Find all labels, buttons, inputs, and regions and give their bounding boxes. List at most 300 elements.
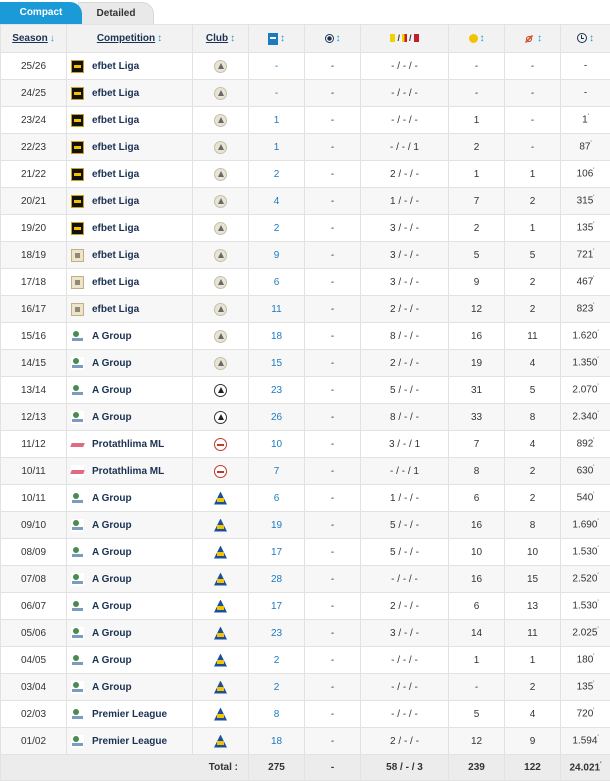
- club-crest-icon[interactable]: [214, 573, 227, 586]
- appearances-cell[interactable]: -: [249, 53, 305, 80]
- appearances-cell[interactable]: 4: [249, 188, 305, 215]
- club-crest-icon[interactable]: [214, 438, 227, 451]
- appearances-cell[interactable]: 2: [249, 215, 305, 242]
- minutes-cell: [561, 323, 610, 350]
- goals-total-cell: 1: [449, 161, 505, 188]
- minute-mark: ': [597, 573, 598, 579]
- goals-cell: -: [305, 350, 361, 377]
- tab-bar: [0, 0, 610, 24]
- minutes-value: 2.520: [572, 574, 597, 585]
- competition-link[interactable]: A Group: [92, 574, 132, 585]
- totals-g: 239: [449, 755, 505, 781]
- appearances-cell[interactable]: 1: [249, 134, 305, 161]
- club-cell[interactable]: [193, 188, 249, 215]
- competition-link[interactable]: A Group: [92, 358, 132, 369]
- appearances-cell[interactable]: 9: [249, 242, 305, 269]
- appearances-cell[interactable]: 2: [249, 161, 305, 188]
- minute-mark: ': [593, 222, 594, 228]
- competition-link[interactable]: Protathlima ML: [92, 439, 164, 450]
- sort-icon[interactable]: ↕: [230, 33, 235, 44]
- competition-cell[interactable]: [67, 728, 193, 755]
- competition-header-label[interactable]: Competition: [97, 33, 155, 44]
- assists-cell: 8: [505, 512, 561, 539]
- club-crest-icon[interactable]: [214, 492, 227, 505]
- competition-link[interactable]: efbet Liga: [92, 223, 139, 234]
- minutes-header[interactable]: [561, 25, 610, 53]
- minute-mark: ': [597, 330, 598, 336]
- club-cell[interactable]: [193, 53, 249, 80]
- sort-icon[interactable]: ↕: [336, 33, 341, 44]
- competition-logo-icon[interactable]: [71, 438, 84, 451]
- competition-cell[interactable]: [67, 80, 193, 107]
- competition-cell[interactable]: [67, 485, 193, 512]
- table-row: [1, 377, 610, 404]
- competition-logo-icon[interactable]: [71, 114, 84, 127]
- competition-logo-icon[interactable]: [71, 708, 84, 721]
- competition-logo-icon[interactable]: [71, 519, 84, 532]
- table-row: [1, 350, 610, 377]
- goals-header[interactable]: [305, 25, 361, 53]
- club-cell[interactable]: [193, 377, 249, 404]
- club-crest-icon[interactable]: [214, 168, 227, 181]
- table-row: [1, 242, 610, 269]
- table-row: [1, 728, 610, 755]
- club-crest-icon[interactable]: [214, 276, 227, 289]
- card-separator: /: [409, 33, 412, 43]
- minutes-cell: [561, 431, 610, 458]
- club-cell[interactable]: [193, 215, 249, 242]
- appearances-cell[interactable]: 19: [249, 512, 305, 539]
- goals-cell: -: [305, 593, 361, 620]
- club-cell[interactable]: [193, 701, 249, 728]
- goals-total-cell: 5: [449, 701, 505, 728]
- appearances-cell[interactable]: 2: [249, 674, 305, 701]
- minutes-value: 2.070: [572, 385, 597, 396]
- minutes-cell: [561, 404, 610, 431]
- tab-detailed[interactable]: Detailed: [78, 2, 154, 24]
- competition-cell[interactable]: [67, 134, 193, 161]
- competition-link[interactable]: efbet Liga: [92, 277, 139, 288]
- club-crest-icon[interactable]: [214, 735, 227, 748]
- assists-cell: -: [505, 107, 561, 134]
- club-cell[interactable]: [193, 566, 249, 593]
- competition-logo-icon[interactable]: [71, 195, 84, 208]
- competition-logo-icon[interactable]: [71, 735, 84, 748]
- competition-logo-icon[interactable]: [71, 249, 84, 262]
- appearances-cell[interactable]: 6: [249, 485, 305, 512]
- competition-cell[interactable]: [67, 620, 193, 647]
- appearances-cell[interactable]: 18: [249, 728, 305, 755]
- competition-cell[interactable]: [67, 242, 193, 269]
- cards-cell: - / - / 1: [361, 134, 449, 161]
- competition-logo-icon[interactable]: [71, 357, 84, 370]
- minute-mark: ': [593, 249, 594, 255]
- competition-link[interactable]: A Group: [92, 547, 132, 558]
- tab-compact[interactable]: Compact: [0, 2, 82, 24]
- season-header-label[interactable]: Season: [12, 33, 48, 44]
- club-crest-icon[interactable]: [214, 330, 227, 343]
- competition-link[interactable]: efbet Liga: [92, 304, 139, 315]
- club-cell[interactable]: [193, 242, 249, 269]
- club-cell[interactable]: [193, 269, 249, 296]
- second-yellow-icon: [402, 34, 407, 42]
- goals-cell: -: [305, 701, 361, 728]
- sort-icon[interactable]: ↕: [537, 33, 542, 44]
- appearances-cell[interactable]: 26: [249, 404, 305, 431]
- appearances-cell[interactable]: 1: [249, 107, 305, 134]
- goals-cell: -: [305, 458, 361, 485]
- competition-logo-icon[interactable]: [71, 303, 84, 316]
- minutes-value: 1.530: [572, 601, 597, 612]
- club-crest-icon[interactable]: [214, 411, 227, 424]
- sort-icon[interactable]: ↕: [280, 33, 285, 44]
- minute-mark: ': [593, 492, 594, 498]
- assists-cell: 2: [505, 674, 561, 701]
- minutes-value: 2.025: [572, 628, 597, 639]
- club-cell[interactable]: [193, 539, 249, 566]
- minutes-cell: [561, 242, 610, 269]
- minutes-cell: [561, 350, 610, 377]
- competition-cell[interactable]: [67, 296, 193, 323]
- club-cell[interactable]: [193, 593, 249, 620]
- club-cell[interactable]: [193, 458, 249, 485]
- club-crest-icon[interactable]: [214, 384, 227, 397]
- appearances-cell[interactable]: 28: [249, 566, 305, 593]
- appearances-cell[interactable]: -: [249, 80, 305, 107]
- competition-cell[interactable]: [67, 431, 193, 458]
- club-crest-icon[interactable]: [214, 357, 227, 370]
- cards-cell: 3 / - / -: [361, 215, 449, 242]
- goals-total-cell: 10: [449, 539, 505, 566]
- cards-cell: - / - / -: [361, 674, 449, 701]
- appearances-cell[interactable]: 23: [249, 377, 305, 404]
- goals-cell: -: [305, 215, 361, 242]
- appearances-cell[interactable]: 8: [249, 701, 305, 728]
- club-crest-icon[interactable]: [214, 87, 227, 100]
- goals-total-header[interactable]: [449, 25, 505, 53]
- season-cell: 11/12: [1, 431, 67, 458]
- minute-mark: ': [593, 303, 594, 309]
- totals-minutes: [561, 755, 610, 781]
- competition-logo-icon[interactable]: [71, 627, 84, 640]
- table-row: [1, 53, 610, 80]
- competition-link[interactable]: efbet Liga: [92, 61, 139, 72]
- club-cell[interactable]: [193, 350, 249, 377]
- table-row: [1, 161, 610, 188]
- club-crest-icon[interactable]: [214, 114, 227, 127]
- totals-minutes-value: 24.021: [569, 762, 600, 773]
- competition-link[interactable]: A Group: [92, 385, 132, 396]
- club-crest-icon[interactable]: [214, 627, 227, 640]
- competition-link[interactable]: efbet Liga: [92, 115, 139, 126]
- competition-link[interactable]: Premier League: [92, 736, 167, 747]
- competition-logo-icon[interactable]: [71, 546, 84, 559]
- competition-link[interactable]: efbet Liga: [92, 88, 139, 99]
- club-crest-icon[interactable]: [214, 141, 227, 154]
- competition-link[interactable]: efbet Liga: [92, 250, 139, 261]
- competition-link[interactable]: A Group: [92, 601, 132, 612]
- cards-cell: 8 / - / -: [361, 404, 449, 431]
- sort-icon[interactable]: ↕: [589, 33, 594, 44]
- club-crest-icon[interactable]: [214, 654, 227, 667]
- club-crest-icon[interactable]: [214, 465, 227, 478]
- minutes-cell: [561, 728, 610, 755]
- minutes-value: 1: [582, 115, 588, 126]
- competition-link[interactable]: A Group: [92, 520, 132, 531]
- minutes-cell: [561, 215, 610, 242]
- competition-logo-icon[interactable]: [71, 411, 84, 424]
- goals-cell: -: [305, 323, 361, 350]
- cards-cell: 2 / - / -: [361, 593, 449, 620]
- competition-link[interactable]: A Group: [92, 493, 132, 504]
- goals-total-cell: -: [449, 53, 505, 80]
- minute-mark: ': [597, 735, 598, 741]
- competition-cell[interactable]: [67, 593, 193, 620]
- assists-cell: 2: [505, 296, 561, 323]
- minute-mark: ': [593, 708, 594, 714]
- club-cell[interactable]: [193, 323, 249, 350]
- goals-total-cell: 6: [449, 485, 505, 512]
- minute-mark: ': [597, 600, 598, 606]
- goals-total-cell: 12: [449, 296, 505, 323]
- competition-cell[interactable]: [67, 188, 193, 215]
- club-cell[interactable]: [193, 728, 249, 755]
- club-crest-icon[interactable]: [214, 681, 227, 694]
- minute-mark: ': [597, 357, 598, 363]
- table-row: [1, 539, 610, 566]
- competition-logo-icon[interactable]: [71, 141, 84, 154]
- competition-cell[interactable]: [67, 539, 193, 566]
- competition-link[interactable]: A Group: [92, 655, 132, 666]
- goals-cell: -: [305, 404, 361, 431]
- competition-logo-icon[interactable]: [71, 654, 84, 667]
- competition-logo-icon[interactable]: [71, 492, 84, 505]
- competition-link[interactable]: efbet Liga: [92, 169, 139, 180]
- club-crest-icon[interactable]: [214, 303, 227, 316]
- club-crest-icon[interactable]: [214, 600, 227, 613]
- club-cell[interactable]: [193, 512, 249, 539]
- goals-cell: -: [305, 107, 361, 134]
- competition-cell[interactable]: [67, 512, 193, 539]
- club-crest-icon[interactable]: [214, 222, 227, 235]
- minutes-cell: [561, 269, 610, 296]
- competition-logo-icon[interactable]: [71, 465, 84, 478]
- goals-total-cell: 2: [449, 134, 505, 161]
- competition-cell[interactable]: [67, 674, 193, 701]
- competition-cell[interactable]: [67, 161, 193, 188]
- competition-logo-icon[interactable]: [71, 384, 84, 397]
- minute-mark: ': [593, 465, 594, 471]
- assists-cell: -: [505, 134, 561, 161]
- table-row: [1, 458, 610, 485]
- competition-link[interactable]: Protathlima ML: [92, 466, 164, 477]
- minutes-value: 1.350: [572, 358, 597, 369]
- club-crest-icon[interactable]: [214, 249, 227, 262]
- appearances-cell[interactable]: 2: [249, 647, 305, 674]
- club-cell[interactable]: [193, 431, 249, 458]
- minutes-cell: [561, 458, 610, 485]
- competition-cell[interactable]: [67, 107, 193, 134]
- minutes-cell: [561, 620, 610, 647]
- assists-cell: 2: [505, 485, 561, 512]
- club-header[interactable]: [193, 25, 249, 53]
- goals-total-cell: 1: [449, 647, 505, 674]
- red-card-icon: [414, 34, 419, 42]
- minutes-value: 1.690: [572, 520, 597, 531]
- competition-cell[interactable]: [67, 701, 193, 728]
- assists-header[interactable]: [505, 25, 561, 53]
- club-cell[interactable]: [193, 620, 249, 647]
- club-crest-icon[interactable]: [214, 519, 227, 532]
- competition-cell[interactable]: [67, 53, 193, 80]
- appearances-cell[interactable]: 17: [249, 593, 305, 620]
- appearances-cell[interactable]: 23: [249, 620, 305, 647]
- club-cell[interactable]: [193, 296, 249, 323]
- competition-link[interactable]: A Group: [92, 628, 132, 639]
- appearances-cell[interactable]: 11: [249, 296, 305, 323]
- competition-logo-icon[interactable]: [71, 222, 84, 235]
- season-header[interactable]: [1, 25, 67, 53]
- competition-logo-icon[interactable]: [71, 87, 84, 100]
- club-cell[interactable]: [193, 647, 249, 674]
- competition-link[interactable]: A Group: [92, 682, 132, 693]
- competition-cell[interactable]: [67, 404, 193, 431]
- appearances-cell[interactable]: 18: [249, 323, 305, 350]
- season-cell: 24/25: [1, 80, 67, 107]
- club-crest-icon[interactable]: [214, 546, 227, 559]
- goals-cell: -: [305, 431, 361, 458]
- goals-total-cell: 6: [449, 593, 505, 620]
- totals-a: 122: [505, 755, 561, 781]
- goals-total-cell: 1: [449, 107, 505, 134]
- cards-cell: - / - / -: [361, 566, 449, 593]
- competition-logo-icon[interactable]: [71, 681, 84, 694]
- minutes-value: 180: [577, 655, 594, 666]
- goals-ball-icon: [325, 34, 334, 43]
- club-cell[interactable]: [193, 161, 249, 188]
- minute-mark: ': [597, 519, 598, 525]
- competition-logo-icon[interactable]: [71, 60, 84, 73]
- goals-cell: -: [305, 80, 361, 107]
- club-header-label[interactable]: Club: [206, 33, 228, 44]
- assists-cell: 4: [505, 350, 561, 377]
- competition-logo-icon[interactable]: [71, 168, 84, 181]
- minute-mark: ': [597, 627, 598, 633]
- competition-cell[interactable]: [67, 269, 193, 296]
- totals-label: Total :: [1, 755, 249, 781]
- competition-logo-icon[interactable]: [71, 330, 84, 343]
- minute-mark: ': [593, 168, 594, 174]
- competition-cell[interactable]: [67, 458, 193, 485]
- goals-total-cell: 12: [449, 728, 505, 755]
- competition-link[interactable]: A Group: [92, 331, 132, 342]
- competition-link[interactable]: efbet Liga: [92, 196, 139, 207]
- sort-icon[interactable]: ↕: [157, 33, 162, 44]
- stats-table: [0, 24, 610, 781]
- club-cell[interactable]: [193, 485, 249, 512]
- yellow-card-icon: [390, 34, 395, 42]
- minutes-cell: [561, 161, 610, 188]
- competition-link[interactable]: Premier League: [92, 709, 167, 720]
- goals-icon: [469, 34, 478, 43]
- minutes-cell: [561, 188, 610, 215]
- minutes-value: 720: [577, 709, 594, 720]
- competition-header[interactable]: [67, 25, 193, 53]
- goals-cell: -: [305, 269, 361, 296]
- season-cell: 01/02: [1, 728, 67, 755]
- club-cell[interactable]: [193, 404, 249, 431]
- cards-cell: 2 / - / -: [361, 296, 449, 323]
- goals-total-cell: 31: [449, 377, 505, 404]
- assists-cell: 5: [505, 242, 561, 269]
- club-cell[interactable]: [193, 134, 249, 161]
- table-header: [1, 25, 610, 53]
- competition-link[interactable]: efbet Liga: [92, 142, 139, 153]
- minutes-value: 135: [577, 682, 594, 693]
- club-cell[interactable]: [193, 674, 249, 701]
- competition-logo-icon[interactable]: [71, 573, 84, 586]
- minute-mark: ': [593, 438, 594, 444]
- totals-goals: -: [305, 755, 361, 781]
- appearances-cell[interactable]: 7: [249, 458, 305, 485]
- competition-cell[interactable]: [67, 323, 193, 350]
- goals-cell: -: [305, 296, 361, 323]
- sort-icon[interactable]: ↕: [480, 33, 485, 44]
- club-crest-icon[interactable]: [214, 195, 227, 208]
- goals-total-cell: -: [449, 674, 505, 701]
- season-cell: 13/14: [1, 377, 67, 404]
- competition-cell[interactable]: [67, 566, 193, 593]
- goals-cell: -: [305, 161, 361, 188]
- cards-cell: 8 / - / -: [361, 323, 449, 350]
- appearances-cell[interactable]: 17: [249, 539, 305, 566]
- sort-desc-icon[interactable]: ↓: [50, 33, 55, 44]
- club-cell[interactable]: [193, 107, 249, 134]
- competition-link[interactable]: A Group: [92, 412, 132, 423]
- minutes-value: 892: [577, 439, 594, 450]
- assists-cell: 15: [505, 566, 561, 593]
- competition-cell[interactable]: [67, 377, 193, 404]
- competition-cell[interactable]: [67, 350, 193, 377]
- minute-mark: ': [588, 114, 589, 120]
- assists-cell: 2: [505, 269, 561, 296]
- season-cell: 14/15: [1, 350, 67, 377]
- club-crest-icon[interactable]: [214, 60, 227, 73]
- minutes-value: 1.530: [572, 547, 597, 558]
- appearances-cell[interactable]: 15: [249, 350, 305, 377]
- minutes-value: 630: [577, 466, 594, 477]
- minutes-cell: [561, 377, 610, 404]
- appearances-cell[interactable]: 6: [249, 269, 305, 296]
- minutes-cell: [561, 566, 610, 593]
- competition-cell[interactable]: [67, 215, 193, 242]
- season-cell: 22/23: [1, 134, 67, 161]
- club-crest-icon[interactable]: [214, 708, 227, 721]
- assists-cell: 4: [505, 701, 561, 728]
- club-cell[interactable]: [193, 80, 249, 107]
- competition-logo-icon[interactable]: [71, 600, 84, 613]
- goals-total-cell: 16: [449, 323, 505, 350]
- cards-cell: 2 / - / -: [361, 161, 449, 188]
- competition-logo-icon[interactable]: [71, 276, 84, 289]
- competition-cell[interactable]: [67, 647, 193, 674]
- appearances-cell[interactable]: 10: [249, 431, 305, 458]
- appearances-header[interactable]: [249, 25, 305, 53]
- table-row: [1, 269, 610, 296]
- minutes-value: 1.620: [572, 331, 597, 342]
- season-cell: 12/13: [1, 404, 67, 431]
- minute-mark: ': [600, 762, 601, 768]
